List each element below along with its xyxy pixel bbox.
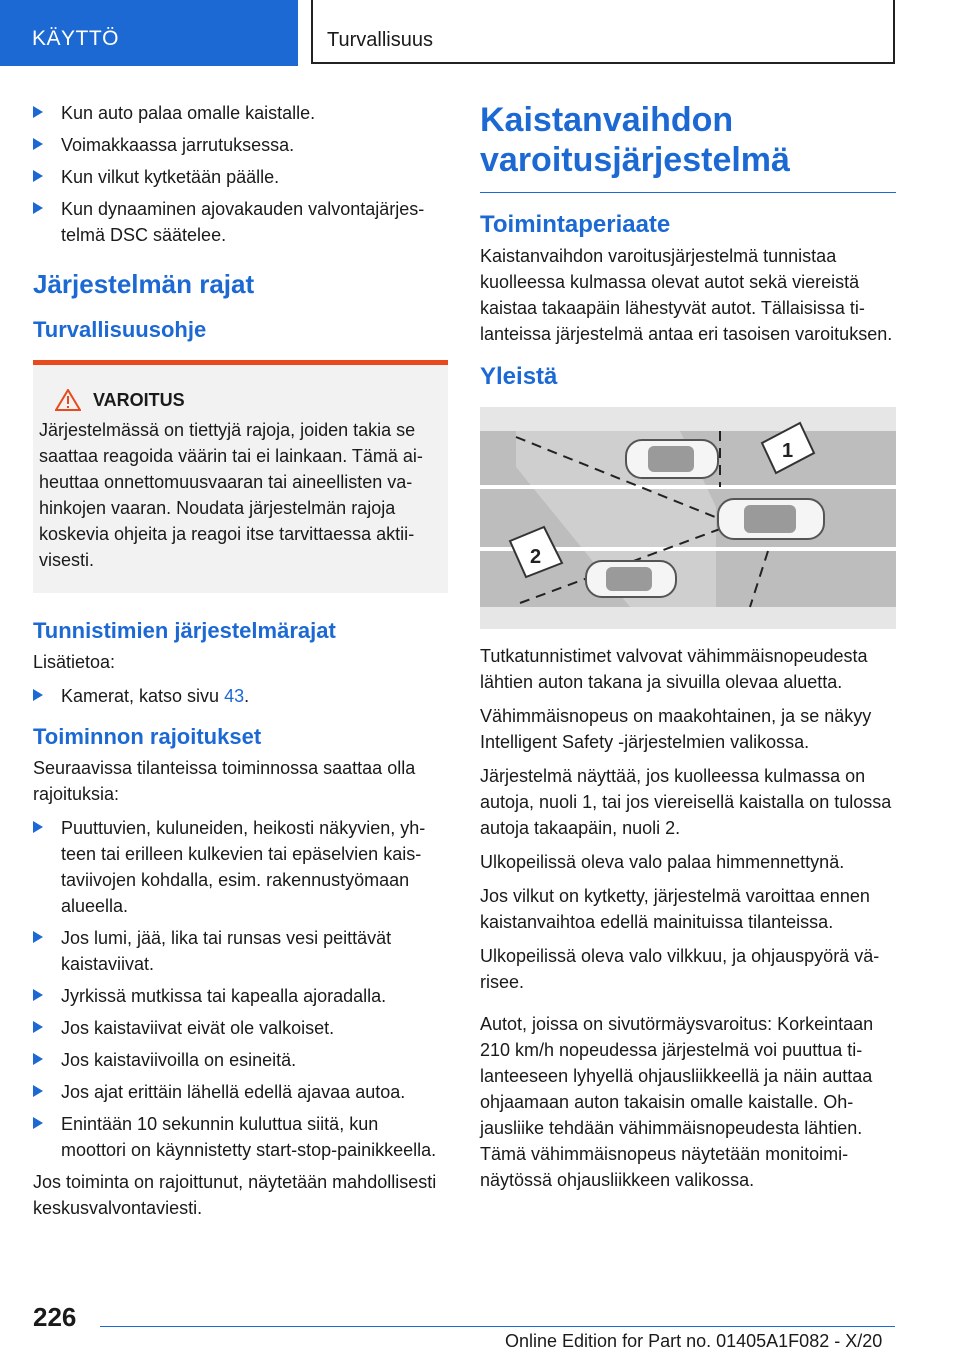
triangle-bullet-icon: [33, 1117, 43, 1129]
paragraph: Autot, joissa on sivutörmäysvaroitus: Korkeintaan 210 km/h nopeudessa järjestelmä voi puuttua tilanteeseen lyhyellä ohjausliikkeellä ja näin auttaa ohjaamaan auton takaisin omalle kaistalle. Ohjausliike tehdään vähimmäisnopeudesta lähtien. Tämä vähimmäisnopeus näytetään monitoiminäytössä ohjausliikkeen valikossa.: [480, 1014, 874, 1190]
sensor-heading: Tunnistimien järjestelmärajat: [33, 618, 336, 643]
triangle-bullet-icon: [33, 1053, 43, 1065]
section-tab: KÄYTTÖ: [0, 0, 298, 66]
edition-footer: Online Edition for Part no. 01405A1F082 - X/20: [505, 1331, 883, 1351]
footer-divider: [100, 1326, 895, 1327]
svg-text:2: 2: [530, 546, 542, 568]
car-icon: [626, 440, 718, 478]
triangle-bullet-icon: [33, 1085, 43, 1097]
principle-text: Kaistanvaihdon varoitusjärjestelmä tunnistaa kuolleessa kulmassa olevat autot sekä viereistä kaistaa takaapäin lähestyvät autot. Tällaisissa tilanteissa järjestelmä antaa eri tasoisen varoituksen.: [480, 246, 893, 344]
page-link[interactable]: 43: [224, 686, 245, 706]
list-item: Enintään 10 sekunnin kuluttua siitä, kun moottori on käynnistetty start-stop-painikkeella.: [33, 1111, 448, 1163]
list-item: Jos ajat erittäin lähellä edellä ajavaa autoa.: [33, 1079, 448, 1105]
lane-change-figure: [480, 407, 896, 629]
list-item: Jos kaistaviivat eivät ole valkoiset.: [33, 1015, 448, 1041]
list-item: Kun vilkut kytketään päälle.: [33, 164, 448, 190]
warning-text: Järjestelmässä on tiettyjä rajoja, joiden takia se saattaa reagoida väärin tai ei lainkaan. Tämä aiheuttaa onnettomuusvaaran tai aineellisten vahinkojen vaaran. Noudata järjestelmän rajoja koskevia ohjeita ja reagoi itse tarvittaessa aktiivisesti.: [39, 420, 423, 570]
general-text: [480, 643, 896, 1193]
function-limits-text: Seuraavissa tilanteissa toiminnossa saattaa olla rajoituksia:: [33, 758, 416, 804]
warning-title: VAROITUS: [93, 390, 185, 410]
list-item: Jos lumi, jää, lika tai runsas vesi peittävät kaistaviivat.: [33, 925, 448, 977]
list-item: Kun auto palaa omalle kaistalle.: [33, 100, 448, 126]
limits-heading: Järjestelmän rajat: [33, 269, 255, 299]
paragraph: Järjestelmä näyttää, jos kuolleessa kulmassa on autoja, nuoli 1, tai jos viereisellä kaistalla on tulossa autoja takaapäin, nuoli 2.: [480, 766, 892, 838]
page-number: 226: [33, 1302, 77, 1332]
warning-header: [55, 387, 434, 413]
page-header: [0, 0, 960, 68]
triangle-bullet-icon: [33, 202, 43, 214]
list-item: Kamerat, katso sivu 43.: [33, 683, 448, 709]
triangle-bullet-icon: [33, 106, 43, 118]
triangle-bullet-icon: [33, 989, 43, 1001]
function-limits-list: [33, 815, 448, 1163]
list-item: Voimakkaassa jarrutuksessa.: [33, 132, 448, 158]
general-heading: Yleistä: [480, 363, 558, 390]
triangle-bullet-icon: [33, 170, 43, 182]
triangle-bullet-icon: [33, 689, 43, 701]
function-limits-note: Jos toiminta on rajoittunut, näytetään mahdollisesti keskusvalvontaviesti.: [33, 1172, 437, 1218]
sensor-text: Lisätietoa:: [33, 652, 116, 672]
right-column: [480, 100, 896, 1201]
page-title: Kaistanvaihdon varoitusjärjestelmä: [480, 100, 896, 193]
intro-bullet-list: [33, 100, 448, 248]
list-item: Puuttuvien, kuluneiden, heikosti näkyvien, yhteen tai erilleen kulkevien tai epäselvien kaistaviivojen kohdalla, esim. rakennustyömaan alueella.: [33, 815, 448, 919]
paragraph: Jos vilkut on kytketty, järjestelmä varoittaa ennen kaistanvaihtoa edellä mainituissa tilanteissa.: [480, 886, 870, 932]
paragraph: Tutkatunnistimet valvovat vähimmäisnopeudesta lähtien auton takana ja sivuilla olevaa aluetta.: [480, 646, 868, 692]
paragraph: Ulkopeilissä oleva valo vilkkuu, ja ohjauspyörä värisee.: [480, 946, 880, 992]
car-icon: [718, 499, 824, 539]
triangle-bullet-icon: [33, 138, 43, 150]
triangle-bullet-icon: [33, 931, 43, 943]
function-limits-heading: Toiminnon rajoitukset: [33, 724, 262, 749]
triangle-bullet-icon: [33, 821, 43, 833]
car-icon: [586, 561, 676, 597]
chapter-title: Turvallisuus: [311, 0, 895, 64]
list-item: Jos kaistaviivoilla on esineitä.: [33, 1047, 448, 1073]
list-item: Kun dynaaminen ajovakauden valvontajärjestelmä DSC säätelee.: [33, 196, 448, 248]
warning-triangle-icon: [55, 389, 81, 411]
paragraph: Vähimmäisnopeus on maakohtainen, ja se näkyy Intelligent Safety -järjestelmien valikossa.: [480, 706, 872, 752]
warning-box: [33, 360, 448, 593]
road-illustration: [480, 407, 896, 629]
principle-heading: Toimintaperiaate: [480, 211, 671, 238]
safety-heading: Turvallisuusohje: [33, 317, 207, 342]
triangle-bullet-icon: [33, 1021, 43, 1033]
list-item: Jyrkissä mutkissa tai kapealla ajoradalla.: [33, 983, 448, 1009]
paragraph: Ulkopeilissä oleva valo palaa himmennettynä.: [480, 852, 845, 872]
svg-text:1: 1: [782, 440, 794, 462]
left-column: [33, 100, 448, 1229]
sensor-bullet-list: [33, 683, 448, 709]
